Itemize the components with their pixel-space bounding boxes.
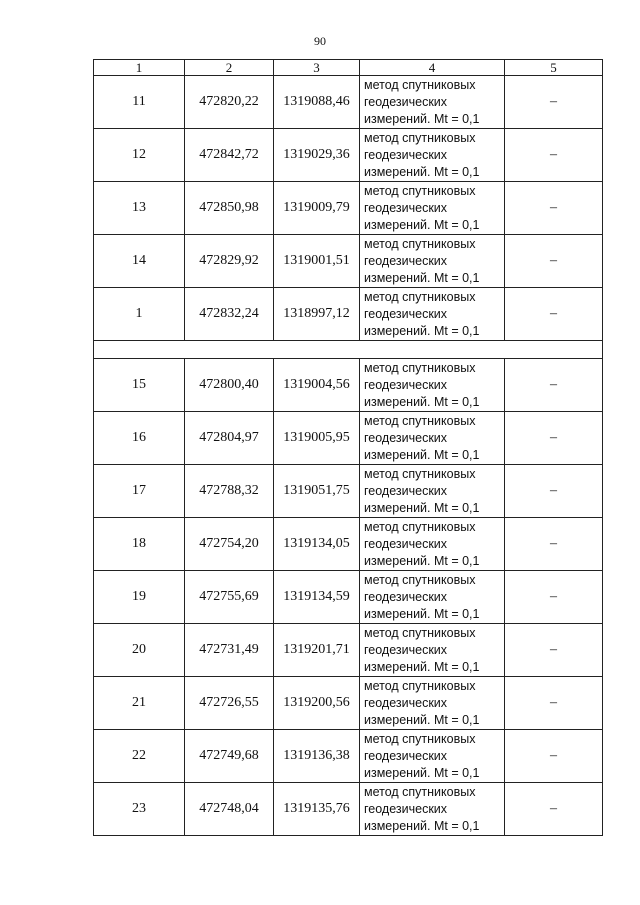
column-5-value: – — [505, 359, 603, 412]
coordinate-y: 1319004,56 — [274, 359, 360, 412]
coordinate-x: 472842,72 — [185, 129, 274, 182]
coordinate-x: 472800,40 — [185, 359, 274, 412]
point-number: 21 — [94, 677, 185, 730]
method-line-2: геодезических — [364, 94, 448, 109]
point-number: 12 — [94, 129, 185, 182]
point-number: 1 — [94, 288, 185, 341]
method-line-3: измерений. Mt = 0,1 — [364, 818, 480, 833]
coordinate-x: 472731,49 — [185, 624, 274, 677]
method-line-3: измерений. Mt = 0,1 — [364, 606, 480, 621]
point-number: 15 — [94, 359, 185, 412]
header-row — [94, 60, 603, 76]
method-line-2: геодезических — [364, 536, 448, 551]
coordinate-y: 1319134,59 — [274, 571, 360, 624]
method-description — [360, 465, 505, 518]
method-line-1: метод спутниковых — [364, 236, 476, 251]
table-row — [94, 624, 603, 677]
coordinate-y: 1319051,75 — [274, 465, 360, 518]
coordinate-y: 1319009,79 — [274, 182, 360, 235]
method-line-1: метод спутниковых — [364, 289, 476, 304]
method-description — [360, 783, 505, 836]
coordinate-x: 472829,92 — [185, 235, 274, 288]
column-5-value: – — [505, 465, 603, 518]
method-line-3: измерений. Mt = 0,1 — [364, 323, 480, 338]
point-number: 13 — [94, 182, 185, 235]
method-description — [360, 624, 505, 677]
method-line-3: измерений. Mt = 0,1 — [364, 500, 480, 515]
coordinate-x: 472804,97 — [185, 412, 274, 465]
method-description — [360, 235, 505, 288]
header-col-1: 1 — [94, 60, 185, 76]
method-description — [360, 677, 505, 730]
point-number: 18 — [94, 518, 185, 571]
method-line-2: геодезических — [364, 589, 448, 604]
method-line-2: геодезических — [364, 801, 448, 816]
table-row — [94, 288, 603, 341]
method-description — [360, 288, 505, 341]
coordinate-x: 472832,24 — [185, 288, 274, 341]
column-5-value: – — [505, 288, 603, 341]
method-line-2: геодезических — [364, 147, 448, 162]
column-5-value: – — [505, 129, 603, 182]
table-header — [94, 60, 603, 76]
method-description — [360, 76, 505, 129]
method-line-3: измерений. Mt = 0,1 — [364, 164, 480, 179]
method-description — [360, 412, 505, 465]
method-line-2: геодезических — [364, 377, 448, 392]
point-number: 20 — [94, 624, 185, 677]
method-description — [360, 730, 505, 783]
method-line-1: метод спутниковых — [364, 572, 476, 587]
method-line-3: измерений. Mt = 0,1 — [364, 270, 480, 285]
point-number: 11 — [94, 76, 185, 129]
column-5-value: – — [505, 624, 603, 677]
table-body — [94, 76, 603, 836]
column-5-value: – — [505, 412, 603, 465]
method-line-1: метод спутниковых — [364, 360, 476, 375]
table-row — [94, 359, 603, 412]
method-line-1: метод спутниковых — [364, 731, 476, 746]
table-row — [94, 235, 603, 288]
table-row — [94, 571, 603, 624]
column-5-value: – — [505, 182, 603, 235]
method-line-1: метод спутниковых — [364, 784, 476, 799]
method-line-1: метод спутниковых — [364, 183, 476, 198]
table-row — [94, 412, 603, 465]
coordinate-x: 472820,22 — [185, 76, 274, 129]
method-line-1: метод спутниковых — [364, 77, 476, 92]
table-row — [94, 730, 603, 783]
coordinate-y: 1319136,38 — [274, 730, 360, 783]
table-row — [94, 76, 603, 129]
table-row — [94, 129, 603, 182]
method-description — [360, 129, 505, 182]
coordinate-x: 472788,32 — [185, 465, 274, 518]
point-number: 22 — [94, 730, 185, 783]
column-5-value: – — [505, 730, 603, 783]
method-line-3: измерений. Mt = 0,1 — [364, 217, 480, 232]
method-line-2: геодезических — [364, 695, 448, 710]
method-line-2: геодезических — [364, 642, 448, 657]
separator-cell — [94, 341, 603, 359]
column-5-value: – — [505, 518, 603, 571]
coordinate-x: 472755,69 — [185, 571, 274, 624]
coordinate-x: 472754,20 — [185, 518, 274, 571]
column-5-value: – — [505, 677, 603, 730]
header-col-2: 2 — [185, 60, 274, 76]
coordinate-y: 1318997,12 — [274, 288, 360, 341]
method-line-2: геодезических — [364, 306, 448, 321]
table-row — [94, 518, 603, 571]
method-line-1: метод спутниковых — [364, 625, 476, 640]
header-col-4: 4 — [360, 60, 505, 76]
method-line-1: метод спутниковых — [364, 678, 476, 693]
coordinate-y: 1319134,05 — [274, 518, 360, 571]
method-line-1: метод спутниковых — [364, 466, 476, 481]
method-line-3: измерений. Mt = 0,1 — [364, 659, 480, 674]
table-row — [94, 783, 603, 836]
method-line-3: измерений. Mt = 0,1 — [364, 765, 480, 780]
table-row — [94, 182, 603, 235]
method-line-1: метод спутниковых — [364, 130, 476, 145]
method-line-3: измерений. Mt = 0,1 — [364, 111, 480, 126]
table-row — [94, 465, 603, 518]
coordinate-y: 1319029,36 — [274, 129, 360, 182]
method-line-3: измерений. Mt = 0,1 — [364, 553, 480, 568]
coordinate-y: 1319200,56 — [274, 677, 360, 730]
method-line-2: геодезических — [364, 200, 448, 215]
method-description — [360, 359, 505, 412]
page-number: 90 — [314, 34, 326, 48]
method-line-2: геодезических — [364, 253, 448, 268]
method-description — [360, 182, 505, 235]
method-line-1: метод спутниковых — [364, 413, 476, 428]
column-5-value: – — [505, 783, 603, 836]
coordinate-y: 1319005,95 — [274, 412, 360, 465]
point-number: 23 — [94, 783, 185, 836]
method-line-1: метод спутниковых — [364, 519, 476, 534]
method-line-2: геодезических — [364, 483, 448, 498]
method-description — [360, 518, 505, 571]
method-description — [360, 571, 505, 624]
separator-row — [94, 341, 603, 359]
method-line-2: геодезических — [364, 430, 448, 445]
point-number: 14 — [94, 235, 185, 288]
point-number: 17 — [94, 465, 185, 518]
method-line-3: измерений. Mt = 0,1 — [364, 447, 480, 462]
header-col-5: 5 — [505, 60, 603, 76]
coordinate-y: 1319088,46 — [274, 76, 360, 129]
point-number: 16 — [94, 412, 185, 465]
coordinates-table — [93, 59, 603, 836]
coordinate-y: 1319135,76 — [274, 783, 360, 836]
column-5-value: – — [505, 571, 603, 624]
header-col-3: 3 — [274, 60, 360, 76]
table-row — [94, 677, 603, 730]
coordinate-y: 1319201,71 — [274, 624, 360, 677]
method-line-3: измерений. Mt = 0,1 — [364, 394, 480, 409]
coordinate-x: 472850,98 — [185, 182, 274, 235]
coordinate-x: 472749,68 — [185, 730, 274, 783]
coordinate-x: 472726,55 — [185, 677, 274, 730]
method-line-3: измерений. Mt = 0,1 — [364, 712, 480, 727]
method-line-2: геодезических — [364, 748, 448, 763]
point-number: 19 — [94, 571, 185, 624]
column-5-value: – — [505, 76, 603, 129]
coordinate-x: 472748,04 — [185, 783, 274, 836]
coordinate-y: 1319001,51 — [274, 235, 360, 288]
column-5-value: – — [505, 235, 603, 288]
